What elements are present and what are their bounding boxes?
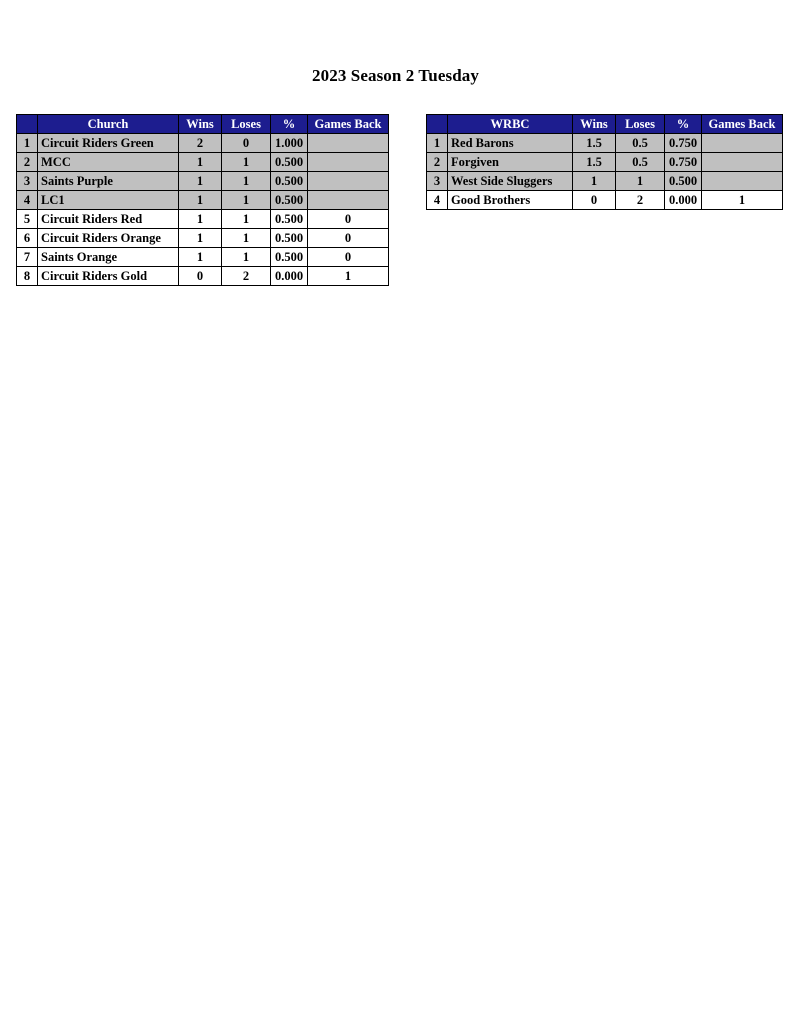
- cell-wins: 1: [179, 191, 222, 210]
- table-header: [427, 115, 783, 134]
- column-header-rank: [17, 115, 38, 134]
- cell-pct: 0.500: [271, 229, 308, 248]
- cell-team: West Side Sluggers: [448, 172, 573, 191]
- column-header-pct: %: [271, 115, 308, 134]
- cell-wins: 1: [179, 210, 222, 229]
- cell-rank: 4: [17, 191, 38, 210]
- cell-pct: 0.750: [665, 134, 702, 153]
- cell-loses: 1: [222, 172, 271, 191]
- table-row: [17, 191, 389, 210]
- cell-wins: 1: [179, 172, 222, 191]
- cell-pct: 0.500: [665, 172, 702, 191]
- column-header-games-back: Games Back: [308, 115, 389, 134]
- cell-team: Circuit Riders Red: [38, 210, 179, 229]
- column-header-wins: Wins: [573, 115, 616, 134]
- column-header-rank: [427, 115, 448, 134]
- cell-loses: 0.5: [616, 134, 665, 153]
- cell-loses: 1: [222, 210, 271, 229]
- cell-wins: 1.5: [573, 134, 616, 153]
- header-row: [17, 115, 389, 134]
- table-body: [17, 134, 389, 286]
- cell-team: Saints Purple: [38, 172, 179, 191]
- cell-wins: 1: [179, 153, 222, 172]
- table-row: [17, 172, 389, 191]
- cell-wins: 1: [179, 229, 222, 248]
- cell-games-back: [702, 134, 783, 153]
- cell-loses: 1: [222, 229, 271, 248]
- cell-pct: 1.000: [271, 134, 308, 153]
- table-row: [427, 191, 783, 210]
- cell-team: Forgiven: [448, 153, 573, 172]
- cell-games-back: 1: [702, 191, 783, 210]
- table-row: [17, 210, 389, 229]
- cell-games-back: 0: [308, 210, 389, 229]
- cell-pct: 0.500: [271, 172, 308, 191]
- church-standings-table-wrapper: [16, 114, 389, 286]
- column-header-wins: Wins: [179, 115, 222, 134]
- table-row: [17, 267, 389, 286]
- cell-pct: 0.500: [271, 191, 308, 210]
- cell-games-back: [308, 134, 389, 153]
- header-row: [427, 115, 783, 134]
- column-header-loses: Loses: [616, 115, 665, 134]
- table-row: [17, 153, 389, 172]
- column-header-team: Church: [38, 115, 179, 134]
- cell-rank: 4: [427, 191, 448, 210]
- cell-rank: 5: [17, 210, 38, 229]
- cell-rank: 3: [427, 172, 448, 191]
- table-row: [17, 134, 389, 153]
- wrbc-standings-table-wrapper: [426, 114, 783, 210]
- cell-wins: 1: [573, 172, 616, 191]
- table-header: [17, 115, 389, 134]
- cell-team: Saints Orange: [38, 248, 179, 267]
- cell-wins: 1: [179, 248, 222, 267]
- cell-team: Good Brothers: [448, 191, 573, 210]
- cell-loses: 1: [222, 248, 271, 267]
- table-row: [17, 229, 389, 248]
- column-header-games-back: Games Back: [702, 115, 783, 134]
- cell-games-back: 0: [308, 248, 389, 267]
- cell-rank: 7: [17, 248, 38, 267]
- cell-rank: 2: [427, 153, 448, 172]
- cell-team: Red Barons: [448, 134, 573, 153]
- cell-rank: 6: [17, 229, 38, 248]
- cell-pct: 0.000: [665, 191, 702, 210]
- table-row: [427, 134, 783, 153]
- table-row: [427, 153, 783, 172]
- cell-wins: 0: [573, 191, 616, 210]
- cell-loses: 0.5: [616, 153, 665, 172]
- cell-pct: 0.500: [271, 248, 308, 267]
- cell-games-back: [702, 153, 783, 172]
- cell-team: Circuit Riders Orange: [38, 229, 179, 248]
- cell-rank: 1: [17, 134, 38, 153]
- cell-games-back: 0: [308, 229, 389, 248]
- cell-loses: 0: [222, 134, 271, 153]
- cell-loses: 1: [222, 191, 271, 210]
- cell-games-back: 1: [308, 267, 389, 286]
- cell-wins: 1.5: [573, 153, 616, 172]
- column-header-pct: %: [665, 115, 702, 134]
- column-header-team: WRBC: [448, 115, 573, 134]
- page-title: 2023 Season 2 Tuesday: [312, 66, 479, 85]
- table-body: [427, 134, 783, 210]
- cell-pct: 0.000: [271, 267, 308, 286]
- cell-pct: 0.750: [665, 153, 702, 172]
- cell-loses: 2: [616, 191, 665, 210]
- cell-wins: 2: [179, 134, 222, 153]
- cell-loses: 1: [616, 172, 665, 191]
- cell-team: LC1: [38, 191, 179, 210]
- cell-rank: 2: [17, 153, 38, 172]
- cell-loses: 2: [222, 267, 271, 286]
- cell-rank: 8: [17, 267, 38, 286]
- cell-games-back: [308, 172, 389, 191]
- cell-wins: 0: [179, 267, 222, 286]
- table-row: [17, 248, 389, 267]
- cell-team: Circuit Riders Green: [38, 134, 179, 153]
- cell-games-back: [308, 191, 389, 210]
- cell-rank: 1: [427, 134, 448, 153]
- cell-loses: 1: [222, 153, 271, 172]
- cell-games-back: [308, 153, 389, 172]
- cell-rank: 3: [17, 172, 38, 191]
- table-row: [427, 172, 783, 191]
- column-header-loses: Loses: [222, 115, 271, 134]
- cell-games-back: [702, 172, 783, 191]
- wrbc-standings-table: [426, 114, 783, 210]
- cell-pct: 0.500: [271, 153, 308, 172]
- cell-team: Circuit Riders Gold: [38, 267, 179, 286]
- cell-pct: 0.500: [271, 210, 308, 229]
- cell-team: MCC: [38, 153, 179, 172]
- church-standings-table: [16, 114, 389, 286]
